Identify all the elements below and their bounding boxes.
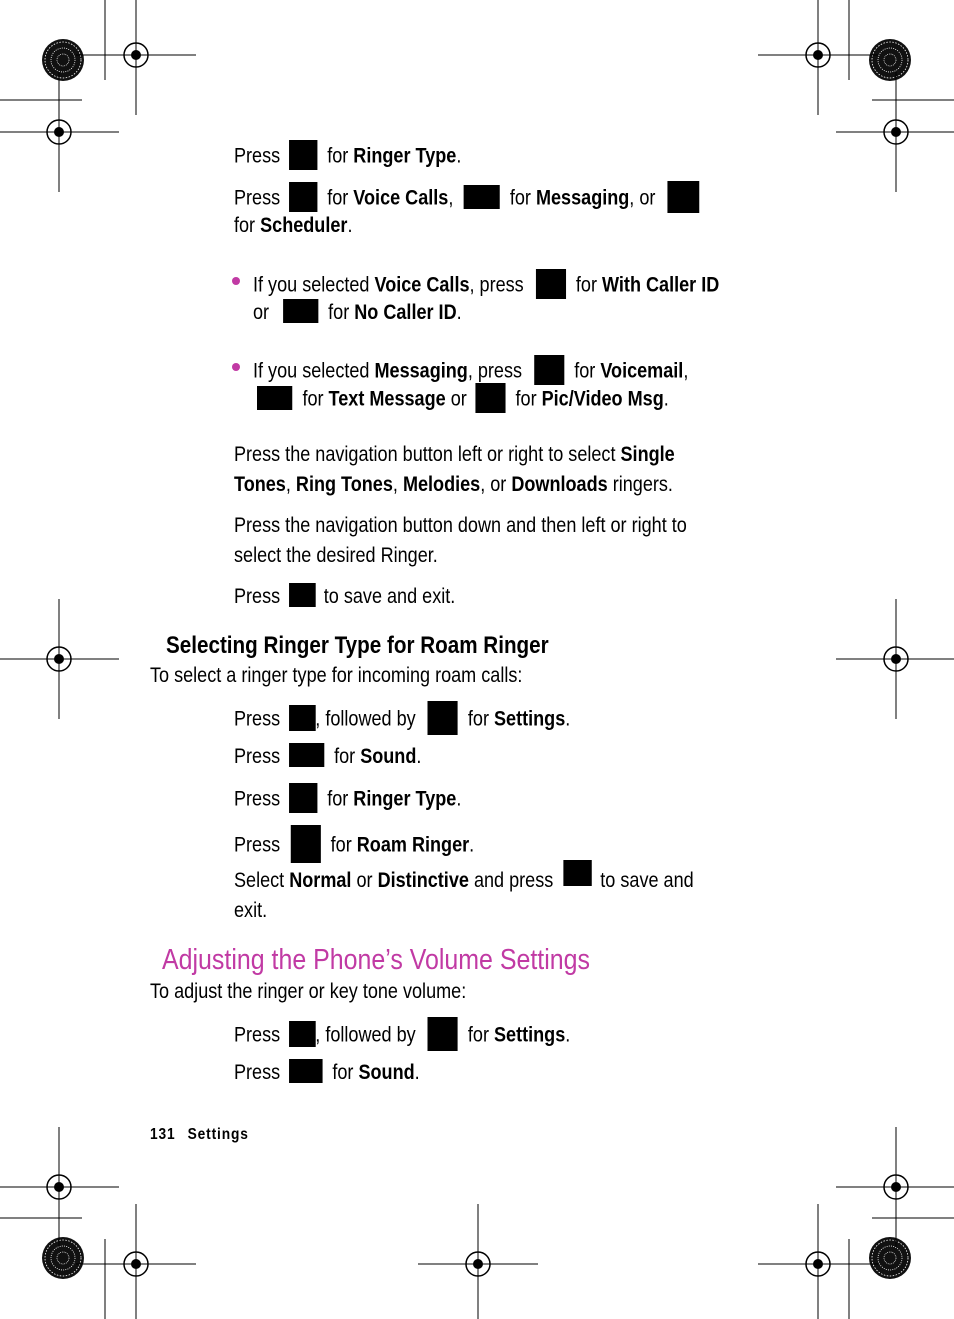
- bullet-line: [253, 300, 462, 326]
- text: Press: [234, 186, 281, 210]
- text: for: [334, 745, 356, 768]
- bullet-icon: [232, 277, 240, 285]
- instruction-line: [234, 1060, 420, 1086]
- key-icon: [289, 1059, 323, 1083]
- menu-option-name: No Caller ID: [354, 301, 457, 324]
- page-footer: [150, 1126, 261, 1144]
- registration-cross-mark: [0, 1127, 119, 1247]
- instruction-line: [234, 213, 352, 239]
- text: .: [347, 214, 353, 237]
- text: for: [327, 186, 349, 210]
- text: to save and exit.: [323, 585, 456, 608]
- text: Press: [234, 144, 281, 168]
- key-icon: [464, 185, 500, 209]
- menu-option-name: Single: [620, 443, 675, 466]
- key-icon: [257, 386, 292, 410]
- instruction-line: [234, 183, 699, 215]
- text: Press: [234, 1023, 281, 1047]
- menu-option-name: Settings: [493, 707, 566, 731]
- text: for: [515, 387, 537, 411]
- section-heading: Selecting Ringer Type for Roam Ringer: [166, 632, 549, 659]
- menu-option-name: Messaging: [535, 186, 630, 210]
- text: Press: [234, 787, 281, 811]
- menu-option-name: Sound: [358, 1061, 415, 1084]
- menu-option-name: Sound: [360, 745, 417, 768]
- text: ringers.: [612, 473, 673, 496]
- text: or: [253, 301, 270, 324]
- text: for: [327, 144, 349, 168]
- text: for: [234, 214, 256, 237]
- instruction-line: [234, 442, 675, 468]
- menu-option-name: Ringer Type: [353, 787, 457, 811]
- text: .: [565, 1023, 571, 1047]
- menu-option-name: Downloads: [511, 473, 608, 496]
- bullet-line: [257, 385, 669, 415]
- key-icon: [534, 355, 564, 385]
- text: , press: [469, 273, 524, 297]
- text: for: [575, 273, 597, 297]
- section-intro: To adjust the ringer or key tone volume:: [150, 980, 467, 1003]
- text: to save and: [600, 869, 694, 892]
- instruction-line: [234, 785, 461, 815]
- text: .: [456, 144, 462, 168]
- registration-cross-mark: [758, 0, 878, 115]
- registration-star-mark: [869, 1237, 911, 1279]
- instruction-line: [234, 868, 694, 894]
- section-title: Adjusting the Phone’s Volume Settings: [162, 944, 590, 976]
- menu-option-name: With Caller ID: [602, 273, 720, 297]
- key-icon: [289, 783, 317, 813]
- instruction-line: [234, 827, 474, 865]
- instruction-line: [234, 898, 267, 924]
- key-icon: [475, 383, 505, 413]
- bullet-line: [253, 271, 719, 301]
- registration-cross-mark: [836, 72, 954, 192]
- text: Press the navigation button down and then left or right to: [234, 514, 687, 537]
- key-icon: [563, 860, 591, 886]
- instruction-line: [234, 1019, 570, 1053]
- text: and press: [473, 869, 554, 892]
- text: Press the navigation button left or right to select: [234, 443, 616, 466]
- text: ,: [683, 359, 689, 383]
- page-number: 131: [150, 1126, 176, 1143]
- key-icon: [289, 1021, 316, 1047]
- registration-cross-mark: [758, 1204, 878, 1319]
- text: .: [565, 707, 571, 731]
- menu-option-name: Settings: [493, 1023, 566, 1047]
- text: ,: [392, 473, 398, 496]
- text: , followed by: [315, 1023, 416, 1047]
- text: for: [574, 359, 596, 383]
- instruction-line: [234, 513, 687, 539]
- text: .: [456, 787, 462, 811]
- menu-option-name: Voicemail: [600, 359, 684, 383]
- text: or: [356, 869, 373, 892]
- text: , or: [629, 186, 656, 210]
- text: ,: [285, 473, 291, 496]
- registration-cross-mark: [836, 599, 954, 719]
- key-icon: [428, 1017, 458, 1051]
- text: Press: [234, 745, 281, 768]
- registration-star-mark: [42, 1237, 84, 1279]
- menu-option-name: Scheduler: [260, 214, 348, 237]
- text: ,: [448, 186, 454, 210]
- key-icon: [289, 583, 316, 607]
- menu-option-name: Distinctive: [377, 869, 469, 892]
- registration-cross-mark: [76, 1204, 196, 1319]
- text: .: [663, 387, 669, 411]
- menu-option-name: Ringer Type: [353, 144, 457, 168]
- menu-option-name: Roam Ringer: [356, 833, 470, 857]
- text: for: [509, 186, 531, 210]
- key-icon: [289, 140, 317, 170]
- menu-option-name: Voice Calls: [374, 273, 470, 297]
- registration-star-mark: [42, 39, 84, 81]
- instruction-line: [234, 703, 570, 737]
- text: for: [328, 301, 350, 324]
- key-icon: [428, 701, 458, 735]
- text: , press: [467, 359, 523, 383]
- section-name: Settings: [187, 1126, 249, 1143]
- key-icon: [667, 181, 699, 213]
- text: for: [302, 387, 324, 411]
- menu-option-name: Normal: [289, 869, 352, 892]
- text: select the desired Ringer.: [234, 544, 438, 567]
- bullet-line: [253, 357, 688, 387]
- key-icon: [283, 299, 318, 323]
- text: .: [469, 833, 475, 857]
- registration-cross-mark: [76, 0, 196, 115]
- text: for: [327, 787, 349, 811]
- text: for: [467, 1023, 489, 1047]
- text: for: [467, 707, 489, 731]
- registration-cross-mark: [836, 1127, 954, 1247]
- menu-option-name: Tones: [234, 473, 286, 496]
- key-icon: [289, 182, 317, 212]
- text: , or: [480, 473, 507, 496]
- text: for: [332, 1061, 354, 1084]
- text: .: [414, 1061, 420, 1084]
- text: exit.: [234, 899, 268, 922]
- text: If you selected: [253, 359, 370, 383]
- text: Press: [234, 833, 281, 857]
- menu-option-name: Pic/Video Msg: [541, 387, 664, 411]
- instruction-line: [234, 543, 438, 569]
- menu-option-name: Messaging: [374, 359, 468, 383]
- menu-option-name: Melodies: [402, 473, 481, 496]
- instruction-line: [234, 472, 673, 498]
- registration-cross-mark: [418, 1204, 538, 1319]
- text: Press: [234, 1061, 281, 1084]
- text: , followed by: [315, 707, 416, 731]
- text: or: [450, 387, 467, 411]
- registration-cross-mark: [0, 72, 119, 192]
- registration-cross-mark: [0, 599, 119, 719]
- key-icon: [290, 825, 320, 863]
- registration-star-mark: [869, 39, 911, 81]
- instruction-line: [234, 744, 421, 770]
- text: for: [330, 833, 352, 857]
- instruction-line: [234, 142, 461, 172]
- key-icon: [289, 705, 316, 731]
- text: Select: [234, 869, 285, 892]
- instruction-line: [234, 584, 455, 610]
- menu-option-name: Text Message: [328, 387, 446, 411]
- menu-option-name: Voice Calls: [353, 186, 449, 210]
- text: Press: [234, 585, 281, 608]
- key-icon: [289, 743, 324, 767]
- text: If you selected: [253, 273, 370, 297]
- key-icon: [536, 269, 566, 299]
- text: .: [456, 301, 462, 324]
- section-intro: To select a ringer type for incoming roam calls:: [150, 664, 523, 687]
- menu-option-name: Ring Tones: [295, 473, 393, 496]
- bullet-icon: [232, 363, 240, 371]
- text: Press: [234, 707, 281, 731]
- text: .: [416, 745, 422, 768]
